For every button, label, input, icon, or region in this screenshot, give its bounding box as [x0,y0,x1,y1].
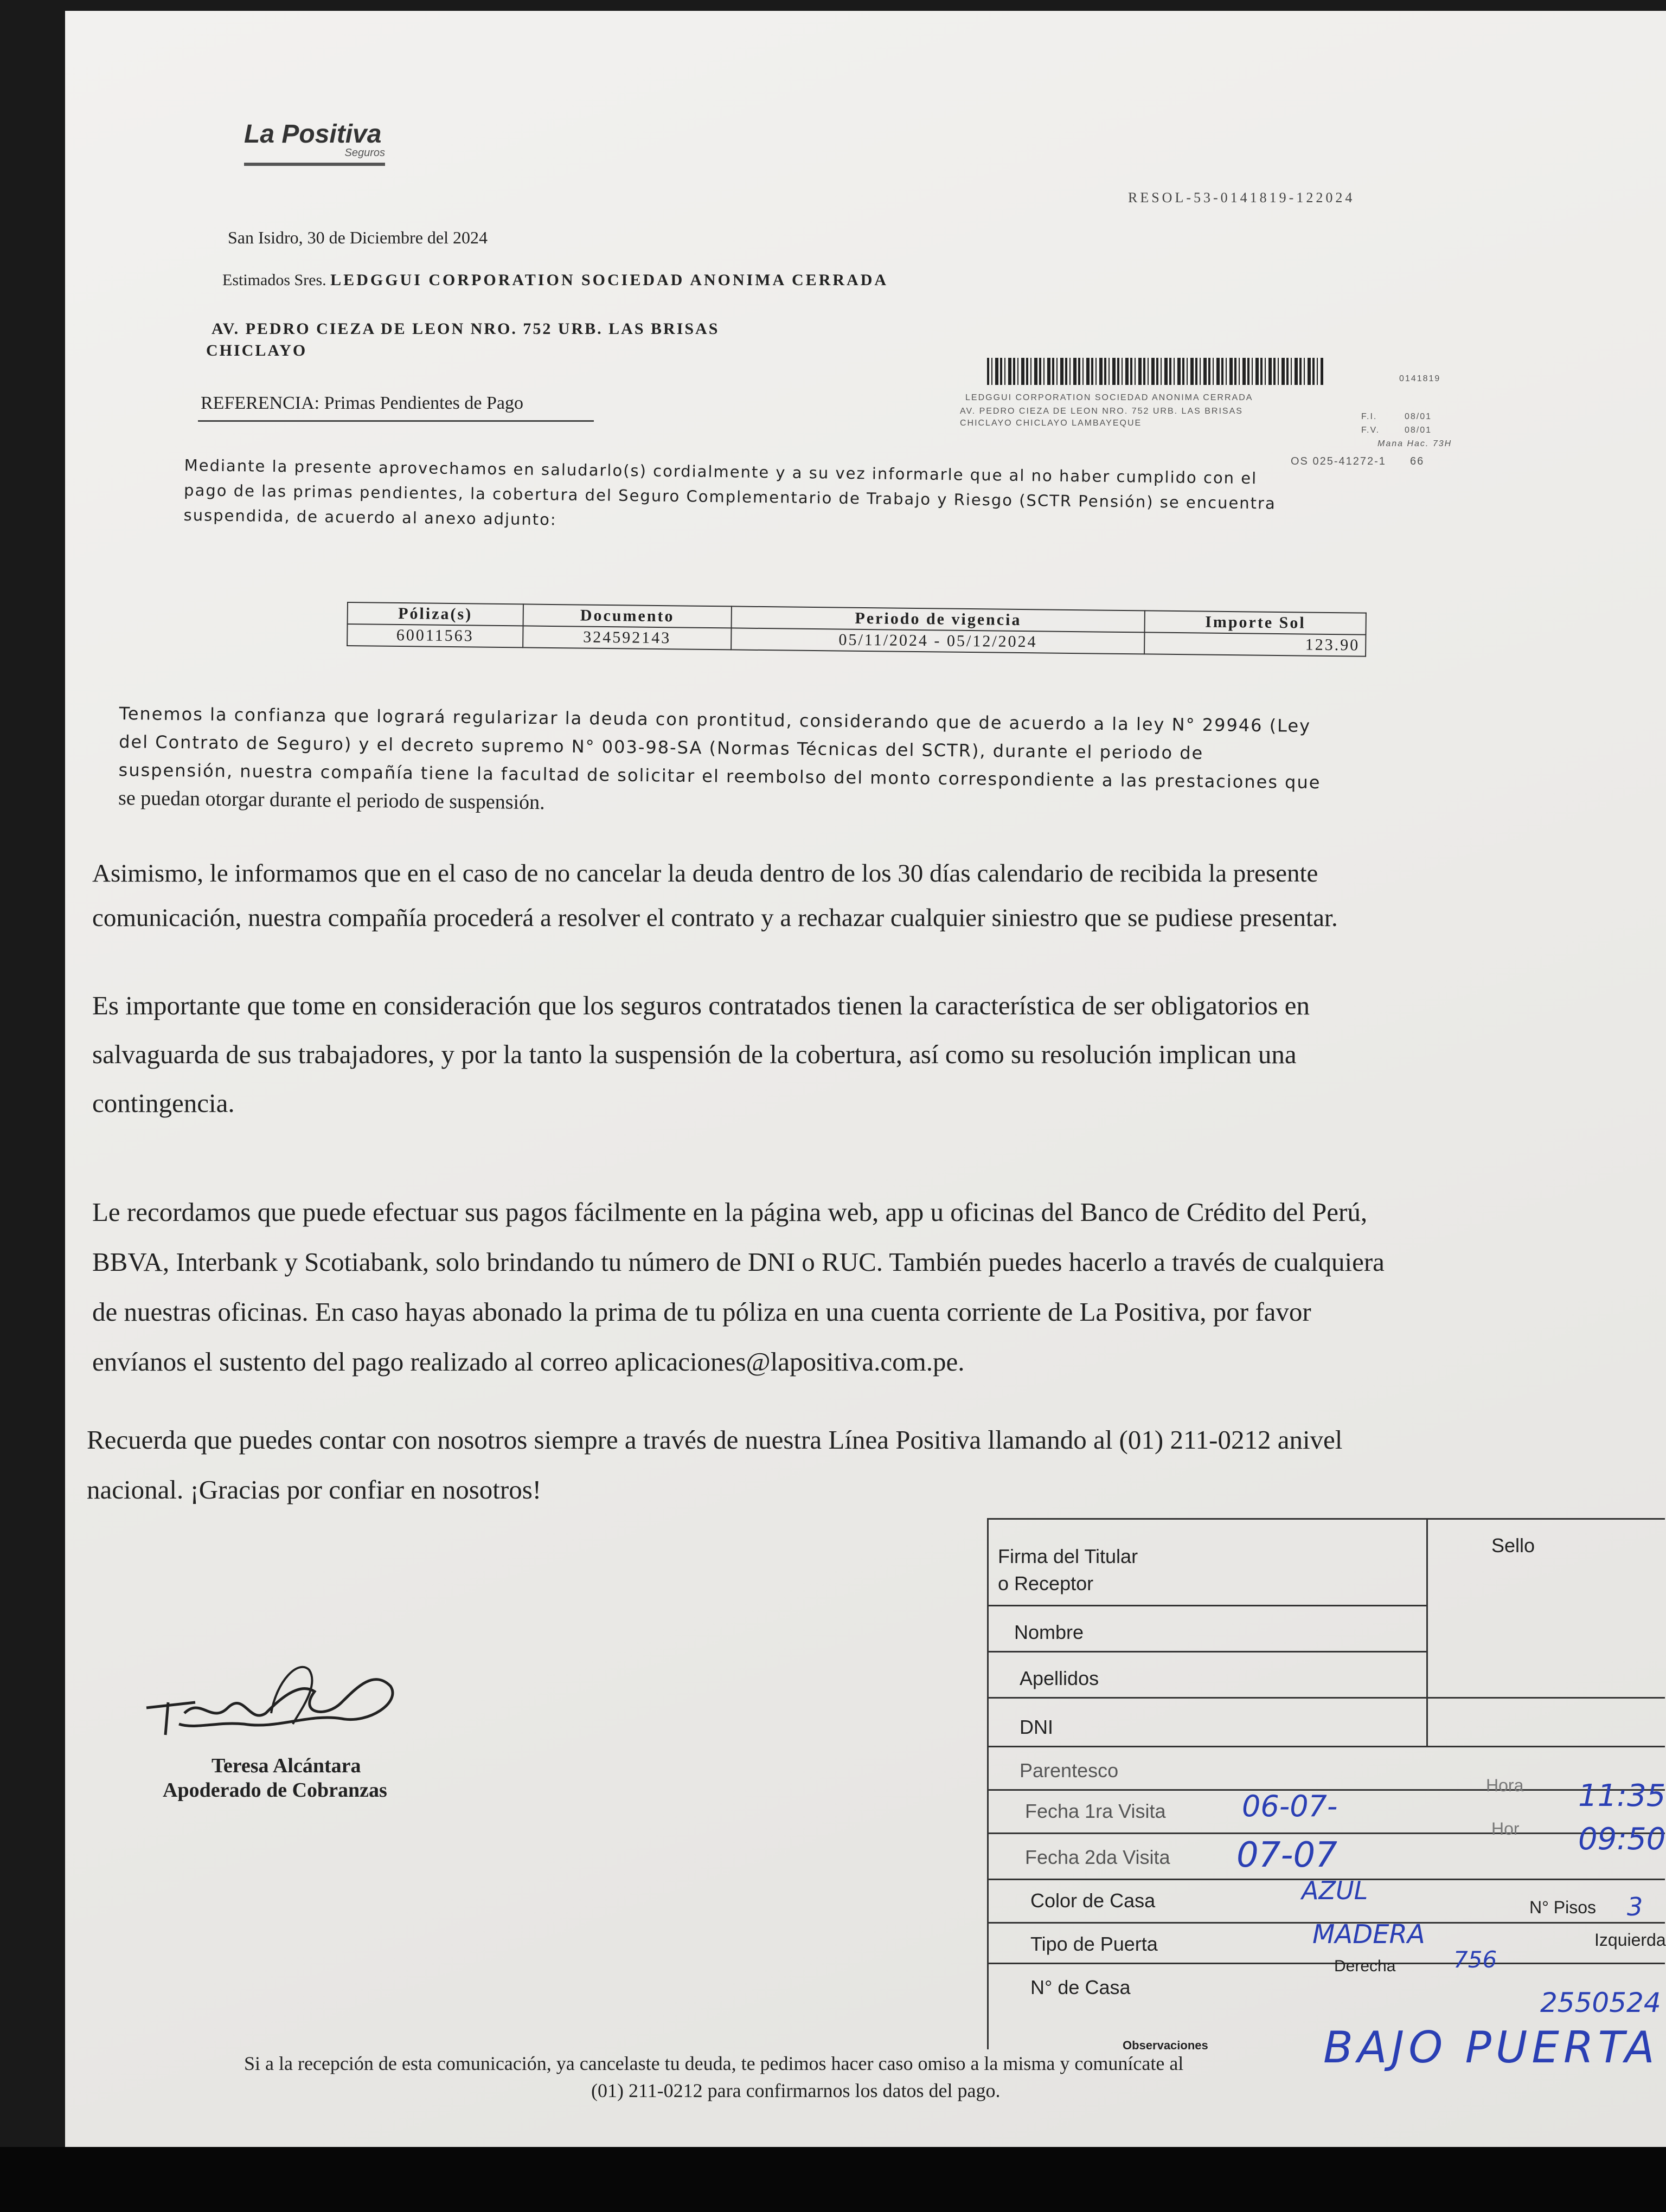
form-line [987,1605,1426,1606]
delivery-form [987,1518,1666,2093]
label-line-2: AV. PEDRO CIEZA DE LEON NRO. 752 URB. LAS BRISAS [960,407,1243,416]
paragraph-line: Tenemos la confianza que logrará regularizar la deuda con prontitud, considerando que de acuerdo a la ley N° 29946 (Ley [119,703,1311,737]
label-hora: Hora [1486,1776,1524,1795]
label-tracking-suffix: 66 [1410,455,1425,467]
label-parentesco: Parentesco [1020,1759,1119,1782]
greeting [222,271,888,290]
value-pisos: 3 [1627,1892,1643,1921]
label-fi-value: 08/01 [1405,412,1432,421]
paragraph-line: Es importante que tome en consideración que los seguros contratados tienen la característica de ser obligatorios en [92,991,1310,1020]
paragraph-line: nacional. ¡Gracias por confiar en nosotros! [87,1475,542,1504]
form-line [987,1651,1426,1652]
label-derecha: Derecha [1334,1957,1396,1975]
header-documento: Documento [523,604,732,628]
header-periodo: Periodo de vigencia [732,606,1145,632]
company-name: LEDGGUI CORPORATION SOCIEDAD ANONIMA CERRADA [330,271,889,289]
handwritten-signature [136,1648,418,1746]
header-poliza: Póliza(s) [348,602,523,626]
paragraph-line: salvaguarda de sus trabajadores, y por la tanto la suspensión de la cobertura, así como su resolución implican una [92,1039,1297,1069]
value-numero-casa: 2550524 [1540,1987,1661,2018]
label-mana: Mana Hac. 73H [1377,439,1452,448]
form-line [987,1832,1665,1834]
letter-page [65,11,1666,2147]
label-numero-casa: N° de Casa [1030,1976,1131,1998]
label-hora-2: Hor [1491,1819,1520,1838]
cell-importe: 123.90 [1145,632,1366,656]
paragraph-line: contingencia. [92,1088,235,1118]
paragraph-line: envíanos el sustento del pago realizado al correo aplicaciones@lapositiva.com.pe. [92,1347,965,1377]
intro-paragraph [183,453,1276,541]
label-tracking: OS 025-41272-1 [1291,455,1386,467]
value-observaciones: BAJO PUERTA [1323,2022,1659,2073]
paragraph-2 [92,851,1338,940]
paragraph-line: BBVA, Interbank y Scotiabank, solo brindando tu número de DNI o RUC. También puedes hacerlo a través de cualquiera [92,1247,1385,1277]
paragraph-1 [118,699,1322,825]
logo-sub: Seguros [344,147,385,159]
label-firma: Firma del Titular [998,1545,1138,1567]
paragraph-line: se puedan otorgar durante el periodo de suspensión. [118,786,545,814]
label-nombre: Nombre [1014,1621,1084,1643]
greeting-prefix: Estimados Sres. [222,271,326,289]
address-line-2: CHICLAYO [206,342,307,359]
paragraph-line: suspensión, nuestra compañía tiene la facultad de solicitar el reembolso del monto correspondiente a las prestaciones que [118,759,1321,793]
form-border [987,1518,1665,1520]
barcode [987,358,1323,385]
paragraph-line: comunicación, nuestra compañía procederá a resolver el contrato y a rechazar cualquier siniestro que se pudiese presentar. [92,904,1338,932]
logo-brand: La Positiva [244,120,382,149]
form-line [987,1746,1665,1747]
form-line [987,1697,1665,1699]
label-fecha-1: Fecha 1ra Visita [1025,1800,1166,1822]
paragraph-line: Le recordamos que puede efectuar sus pagos fácilmente en la página web, app u oficinas del Banco de Crédito del Perú, [92,1197,1368,1227]
reference-underline [198,420,594,422]
signatory-title: Apoderado de Cobranzas [163,1779,387,1802]
label-observaciones: Observaciones [1123,2039,1208,2052]
intro-line: pago de las primas pendientes, la cobertura del Seguro Complementario de Trabajo y Riesgo (SCTR Pensión) se encuentra [183,480,1276,513]
label-dni: DNI [1020,1716,1053,1738]
footer-line-1: Si a la recepción de esta comunicación, ya cancelaste tu deuda, te pedimos hacer caso omiso a la misma y comunícate al [244,2053,1184,2074]
reference-line: REFERENCIA: Primas Pendientes de Pago [201,393,523,413]
label-fecha-2: Fecha 2da Visita [1025,1846,1170,1868]
label-code: 0141819 [1399,374,1441,383]
value-hora: 11:35 [1578,1778,1666,1814]
label-fv: F.V. [1361,426,1380,435]
la-positiva-logo [244,119,385,166]
label-izquierda: Izquierda [1594,1930,1666,1950]
address-line-1: AV. PEDRO CIEZA DE LEON NRO. 752 URB. LAS BRISAS [212,320,720,338]
intro-line: Mediante la presente aprovechamos en saludarlo(s) cordialmente y a su vez informarle que al no haber cumplido con el [184,455,1258,488]
form-line [987,1963,1665,1964]
paragraph-4 [92,1187,1385,1387]
label-line-1: LEDGGUI CORPORATION SOCIEDAD ANONIMA CERRADA [965,393,1253,402]
dark-background [0,2147,1666,2212]
label-apellidos: Apellidos [1020,1667,1099,1689]
cell-poliza: 60011563 [347,624,523,647]
paragraph-line: Asimismo, le informamos que en el caso de no cancelar la deuda dentro de los 30 días calendario de recibida la presente [92,859,1318,888]
label-fi: F.I. [1361,412,1377,421]
signatory-name: Teresa Alcántara [212,1754,361,1777]
value-color-casa: AZUL [1302,1876,1368,1905]
form-border [1426,1518,1428,1746]
paragraph-line: de nuestras oficinas. En caso hayas abonado la prima de tu póliza en una cuenta corriente de La Positiva, por favor [92,1297,1311,1327]
paragraph-5 [87,1415,1342,1515]
policy-table [347,602,1367,657]
label-line-3: CHICLAYO CHICLAYO LAMBAYEQUE [960,419,1142,428]
value-derecha: 756 [1453,1946,1497,1973]
label-color-casa: Color de Casa [1030,1889,1156,1912]
label-receptor: o Receptor [998,1572,1094,1594]
paragraph-3 [92,981,1310,1128]
letter-date: San Isidro, 30 de Diciembre del 2024 [228,228,488,247]
label-tipo-puerta: Tipo de Puerta [1030,1933,1158,1955]
form-border [987,1518,989,2049]
cell-periodo: 05/11/2024 - 05/12/2024 [731,628,1145,654]
footer-line-2: (01) 211-0212 para confirmarnos los datos del pago. [591,2080,1001,2101]
value-fecha-2: 07-07 [1236,1835,1337,1875]
paragraph-line: del Contrato de Seguro) y el decreto supremo N° 003-98-SA (Normas Técnicas del SCTR), durante el periodo de [118,731,1204,763]
resolution-code: RESOL-53-0141819-122024 [1128,190,1355,205]
value-tipo-puerta: MADERA [1312,1919,1425,1950]
intro-line: suspendida, de acuerdo al anexo adjunto: [183,505,557,529]
value-hora-2: 09:50 [1578,1822,1666,1857]
header-importe: Importe Sol [1145,610,1366,634]
logo-underline [244,163,385,166]
cell-documento: 324592143 [523,626,732,650]
value-fecha-1: 06-07- [1242,1789,1338,1823]
paragraph-line: Recuerda que puedes contar con nosotros siempre a través de nuestra Línea Positiva llamando al (01) 211-0212 anivel [87,1425,1343,1455]
label-sello: Sello [1491,1534,1535,1557]
label-pisos: N° Pisos [1529,1898,1597,1917]
label-fv-value: 08/01 [1405,426,1432,435]
